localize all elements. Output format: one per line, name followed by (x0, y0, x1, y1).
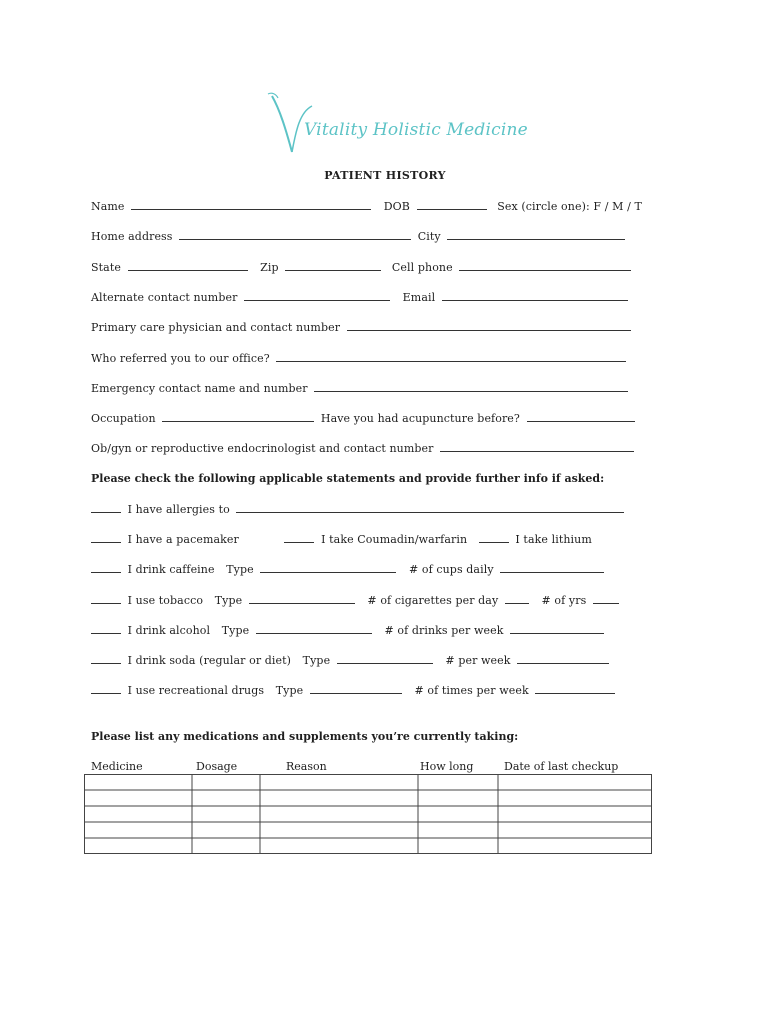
medications-heading: Please list any medications and supplements you’re currently taking: (91, 730, 519, 743)
soda-type-label: Type (302, 654, 331, 667)
emergency-field[interactable] (314, 382, 628, 392)
allergies-check[interactable] (91, 503, 121, 513)
page-title: PATIENT HISTORY (324, 169, 446, 182)
tobacco-cigs-label: # of cigarettes per day (367, 594, 499, 607)
email-label: Email (402, 291, 436, 304)
drugs-type-field[interactable] (310, 684, 402, 694)
soda-week-field[interactable] (517, 654, 609, 664)
brand-name: Vitality Holistic Medicine (304, 120, 528, 140)
caffeine-label: I drink caffeine (127, 563, 215, 576)
tobacco-cigs-field[interactable] (505, 594, 529, 604)
col-header-dosage: Dosage (196, 760, 238, 773)
drugs-times-label: # of times per week (414, 684, 529, 697)
coumadin-check[interactable] (284, 533, 314, 543)
city-field[interactable] (447, 230, 625, 240)
emergency-label: Emergency contact name and number (91, 382, 308, 395)
alternate-contact-label: Alternate contact number (91, 291, 238, 304)
row-primary-care (91, 321, 634, 334)
state-label: State (91, 261, 121, 274)
row-allergies (91, 503, 627, 516)
dob-field[interactable] (417, 200, 487, 210)
alcohol-label: I drink alcohol (127, 624, 211, 637)
col-header-last-checkup: Date of last checkup (504, 760, 619, 773)
pacemaker-label: I have a pacemaker (127, 533, 239, 546)
dob-label: DOB (383, 200, 410, 213)
tobacco-yrs-label: # of yrs (541, 594, 587, 607)
obgyn-field[interactable] (440, 442, 634, 452)
row-tobacco (91, 594, 622, 607)
allergies-label: I have allergies to (127, 503, 230, 516)
home-address-field[interactable] (179, 230, 411, 240)
allergies-field[interactable] (236, 503, 624, 513)
referred-field[interactable] (276, 352, 626, 362)
tobacco-yrs-field[interactable] (593, 594, 619, 604)
drugs-check[interactable] (91, 684, 121, 694)
primary-care-label: Primary care physician and contact number (91, 321, 341, 334)
col-header-reason: Reason (286, 760, 327, 773)
caffeine-cups-field[interactable] (500, 563, 604, 573)
alternate-contact-field[interactable] (244, 291, 390, 301)
medications-table[interactable] (84, 774, 652, 854)
cell-phone-field[interactable] (459, 261, 631, 271)
caffeine-type-field[interactable] (260, 563, 396, 573)
tobacco-type-field[interactable] (249, 594, 355, 604)
occupation-label: Occupation (91, 412, 156, 425)
table-border (85, 775, 652, 854)
tobacco-label: I use tobacco (127, 594, 204, 607)
soda-label: I drink soda (regular or diet) (127, 654, 292, 667)
row-referred (91, 352, 629, 365)
row-alcohol (91, 624, 607, 637)
home-address-label: Home address (91, 230, 173, 243)
soda-type-field[interactable] (337, 654, 433, 664)
tobacco-type-label: Type (214, 594, 243, 607)
row-occupation-acupuncture (91, 412, 638, 425)
referred-label: Who referred you to our office? (91, 352, 270, 365)
city-label: City (417, 230, 441, 243)
caffeine-check[interactable] (91, 563, 121, 573)
caffeine-cups-label: # of cups daily (408, 563, 494, 576)
primary-care-field[interactable] (347, 321, 631, 331)
row-caffeine (91, 563, 607, 576)
alcohol-check[interactable] (91, 624, 121, 634)
row-alt-contact-email (91, 291, 631, 304)
sex-label[interactable]: Sex (circle one): F / M / T (497, 200, 642, 213)
name-label: Name (91, 200, 125, 213)
state-field[interactable] (128, 261, 248, 271)
alcohol-drinks-field[interactable] (510, 624, 604, 634)
tobacco-check[interactable] (91, 594, 121, 604)
acupuncture-field[interactable] (527, 412, 635, 422)
email-field[interactable] (442, 291, 628, 301)
lithium-check[interactable] (479, 533, 509, 543)
caffeine-type-label: Type (226, 563, 254, 576)
row-emergency (91, 382, 631, 395)
zip-field[interactable] (285, 261, 381, 271)
acupuncture-label: Have you had acupuncture before? (320, 412, 520, 425)
row-state-zip-phone (91, 261, 634, 274)
row-soda (91, 654, 612, 667)
coumadin-label: I take Coumadin/warfarin (321, 533, 468, 546)
col-header-how-long: How long (420, 760, 474, 773)
row-name-dob-sex (91, 200, 642, 213)
alcohol-type-field[interactable] (256, 624, 372, 634)
lithium-label: I take lithium (515, 533, 592, 546)
alcohol-drinks-label: # of drinks per week (384, 624, 504, 637)
zip-label: Zip (260, 261, 279, 274)
alcohol-type-label: Type (221, 624, 250, 637)
row-pacemaker-coumadin-lithium (91, 533, 592, 546)
pacemaker-check[interactable] (91, 533, 121, 543)
soda-week-label: # per week (445, 654, 511, 667)
row-address-city (91, 230, 628, 243)
row-obgyn (91, 442, 637, 455)
checklist-heading: Please check the following applicable statements and provide further info if asked: (91, 472, 605, 485)
col-header-medicine: Medicine (91, 760, 143, 773)
drugs-label: I use recreational drugs (127, 684, 265, 697)
soda-check[interactable] (91, 654, 121, 664)
drugs-type-label: Type (275, 684, 304, 697)
name-field[interactable] (131, 200, 371, 210)
drugs-times-field[interactable] (535, 684, 615, 694)
cell-phone-label: Cell phone (391, 261, 453, 274)
row-drugs (91, 684, 618, 697)
obgyn-label: Ob/gyn or reproductive endocrinologist and contact number (91, 442, 434, 455)
occupation-field[interactable] (162, 412, 314, 422)
